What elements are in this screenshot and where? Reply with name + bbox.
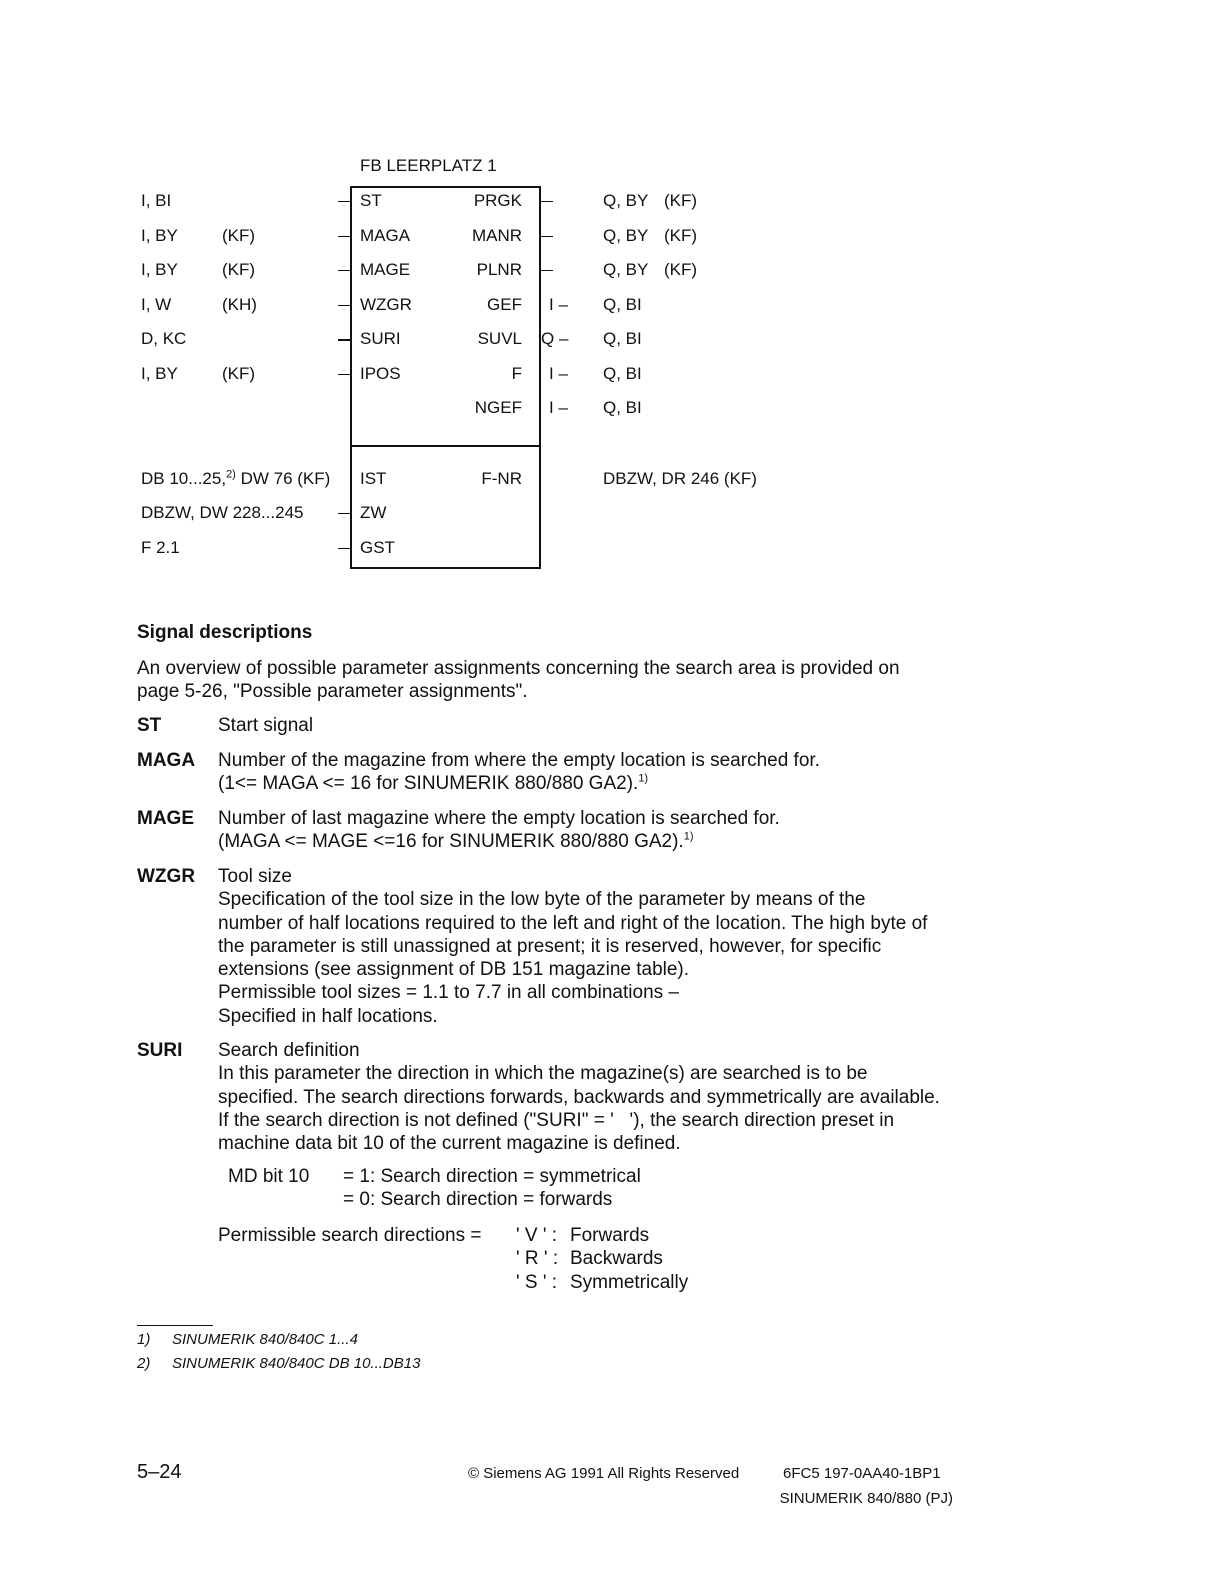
ist-operand: DB 10...25,$^{2)}$ DW 76 (KF) (141, 468, 331, 488)
input-pin: MAGA (360, 226, 411, 245)
footnote-mark: 2) (137, 1355, 151, 1372)
direction-code: ' V ' : (516, 1225, 558, 1246)
fnr-operand: DBZW, DR 246 (KF) (603, 469, 757, 488)
desc-line: (MAGA <= MAGE <=16 for SINUMERIK 880/880 GA2).$^{1)}$ (218, 830, 694, 853)
order-number: 6FC5 197-0AA40-1BP1 (783, 1465, 941, 1482)
input-format: (KF) (222, 260, 256, 279)
desc-line: number of half locations required to the left and right of the location. The high byte of (218, 912, 928, 934)
gst-pin: GST (360, 538, 395, 557)
footnote-text: SINUMERIK 840/840C 1...4 (172, 1331, 358, 1348)
ist-pin: IST (360, 469, 387, 488)
output-pin: MANR (471, 226, 522, 245)
section-heading: Signal descriptions (137, 622, 313, 643)
fb-title: FB LEERPLATZ 1 (360, 156, 497, 175)
input-tick (338, 374, 350, 375)
desc-line: Start signal (218, 715, 314, 736)
desc-line: machine data bit 10 of the current magazine is defined. (218, 1133, 681, 1155)
intro-paragraph (137, 657, 900, 703)
input-pin: SURI (360, 329, 401, 348)
signal-desc-maga (218, 749, 978, 796)
direction-label: Symmetrically (570, 1272, 689, 1293)
md-value: = 0: Search direction = forwards (343, 1189, 613, 1210)
input-format: (KH) (222, 295, 257, 314)
input-tick (338, 548, 350, 549)
input-operand: I, BY (141, 260, 178, 279)
output-operand: Q, BI (603, 364, 642, 383)
desc-line: (1<= MAGA <= 16 for SINUMERIK 880/880 GA2).$^{1)}$ (218, 772, 649, 795)
output-pin: GEF (487, 295, 522, 314)
gst-operand: F 2.1 (141, 538, 180, 557)
desc-line: Tool size (218, 866, 292, 887)
signal-desc-st (218, 714, 978, 737)
output-format: (KF) (664, 260, 698, 279)
desc-line: extensions (see assignment of DB 151 magazine table). (218, 959, 690, 981)
input-format: (KF) (222, 364, 256, 383)
input-tick (338, 236, 350, 237)
signal-name-mage: MAGE (137, 808, 194, 829)
output-operand: Q, BY (603, 226, 649, 245)
input-operand: D, KC (141, 329, 187, 348)
direction-code: ' S ' : (516, 1272, 558, 1293)
desc-line: specified. The search directions forwards, backwards and symmetrically are available. (218, 1086, 940, 1108)
output-pin: SUVL (477, 329, 522, 348)
input-operand: I, BY (141, 364, 178, 383)
input-operand: I, BY (141, 226, 178, 245)
output-marker: Q – (541, 329, 569, 348)
signal-name-maga: MAGA (137, 750, 196, 771)
md-values (343, 1165, 641, 1211)
perm-label: Permissible search directions = (218, 1225, 482, 1246)
output-tick (541, 270, 553, 271)
md-value: = 1: Search direction = symmetrical (343, 1166, 641, 1187)
desc-line: If the search direction is not defined ("SURI" = ' '), the search direction preset in (218, 1109, 895, 1131)
desc-line: the parameter is still unassigned at present; it is reserved, however, for specific (218, 935, 882, 957)
zw-pin: ZW (360, 503, 387, 522)
md-label: MD bit 10 (228, 1166, 310, 1187)
desc-line: Permissible tool sizes = 1.1 to 7.7 in all combinations – (218, 982, 679, 1004)
zw-operand: DBZW, DW 228...245 (141, 503, 304, 522)
output-operand: Q, BI (603, 295, 642, 314)
intro-line: An overview of possible parameter assignments concerning the search area is provided on (137, 658, 900, 679)
output-marker: I – (549, 295, 568, 314)
input-tick (338, 270, 350, 271)
product-name: SINUMERIK 840/880 (PJ) (779, 1490, 953, 1507)
fnr-pin: F-NR (481, 469, 522, 488)
input-pin: IPOS (360, 364, 401, 383)
input-tick (338, 339, 350, 341)
fb-divider (350, 445, 541, 447)
output-tick (541, 236, 553, 237)
output-tick (541, 201, 553, 202)
output-pin: NGEF (474, 398, 522, 417)
footnote-text: SINUMERIK 840/840C DB 10...DB13 (172, 1355, 421, 1372)
signal-name-wzgr: WZGR (137, 866, 196, 887)
input-pin: ST (360, 191, 382, 210)
desc-line: In this parameter the direction in which the magazine(s) are searched is to be (218, 1063, 868, 1085)
desc-line: Number of the magazine from where the empty location is searched for. (218, 750, 820, 771)
footnote-ref: 1) (683, 830, 694, 843)
page-number: 5–24 (137, 1461, 182, 1483)
output-format: (KF) (664, 226, 698, 245)
output-marker: I – (549, 364, 568, 383)
input-operand: I, W (141, 295, 172, 314)
desc-line: Specification of the tool size in the low byte of the parameter by means of the (218, 889, 866, 911)
output-operand: Q, BI (603, 398, 642, 417)
output-pin: PLNR (476, 260, 522, 279)
signal-desc-wzgr (218, 865, 978, 1028)
direction-label: Backwards (570, 1248, 663, 1269)
footnote-mark: 1) (137, 1331, 151, 1348)
output-operand: Q, BY (603, 191, 649, 210)
input-tick (338, 305, 350, 306)
direction-code: ' R ' : (516, 1248, 559, 1269)
signal-name-st: ST (137, 715, 162, 736)
footnote-rule (137, 1325, 213, 1326)
input-pin: MAGE (360, 260, 411, 279)
copyright: © Siemens AG 1991 All Rights Reserved (468, 1465, 740, 1482)
signal-desc-suri (218, 1039, 978, 1155)
input-tick (338, 513, 350, 514)
desc-line: Search definition (218, 1040, 360, 1061)
output-operand: Q, BY (603, 260, 649, 279)
output-pin: F (511, 364, 522, 383)
direction-label: Forwards (570, 1225, 650, 1246)
signal-desc-mage (218, 807, 978, 854)
signal-name-suri: SURI (137, 1040, 183, 1061)
input-tick (338, 201, 350, 202)
output-pin: PRGK (473, 191, 522, 210)
intro-line: page 5-26, "Possible parameter assignments". (137, 681, 528, 702)
footnote-ref: 1) (638, 772, 649, 785)
input-operand: I, BI (141, 191, 172, 210)
output-marker: I – (549, 398, 568, 417)
input-format: (KF) (222, 226, 256, 245)
input-pin: WZGR (360, 295, 412, 314)
output-operand: Q, BI (603, 329, 642, 348)
desc-line: Number of last magazine where the empty location is searched for. (218, 808, 780, 829)
desc-line: Specified in half locations. (218, 1005, 438, 1027)
output-format: (KF) (664, 191, 698, 210)
